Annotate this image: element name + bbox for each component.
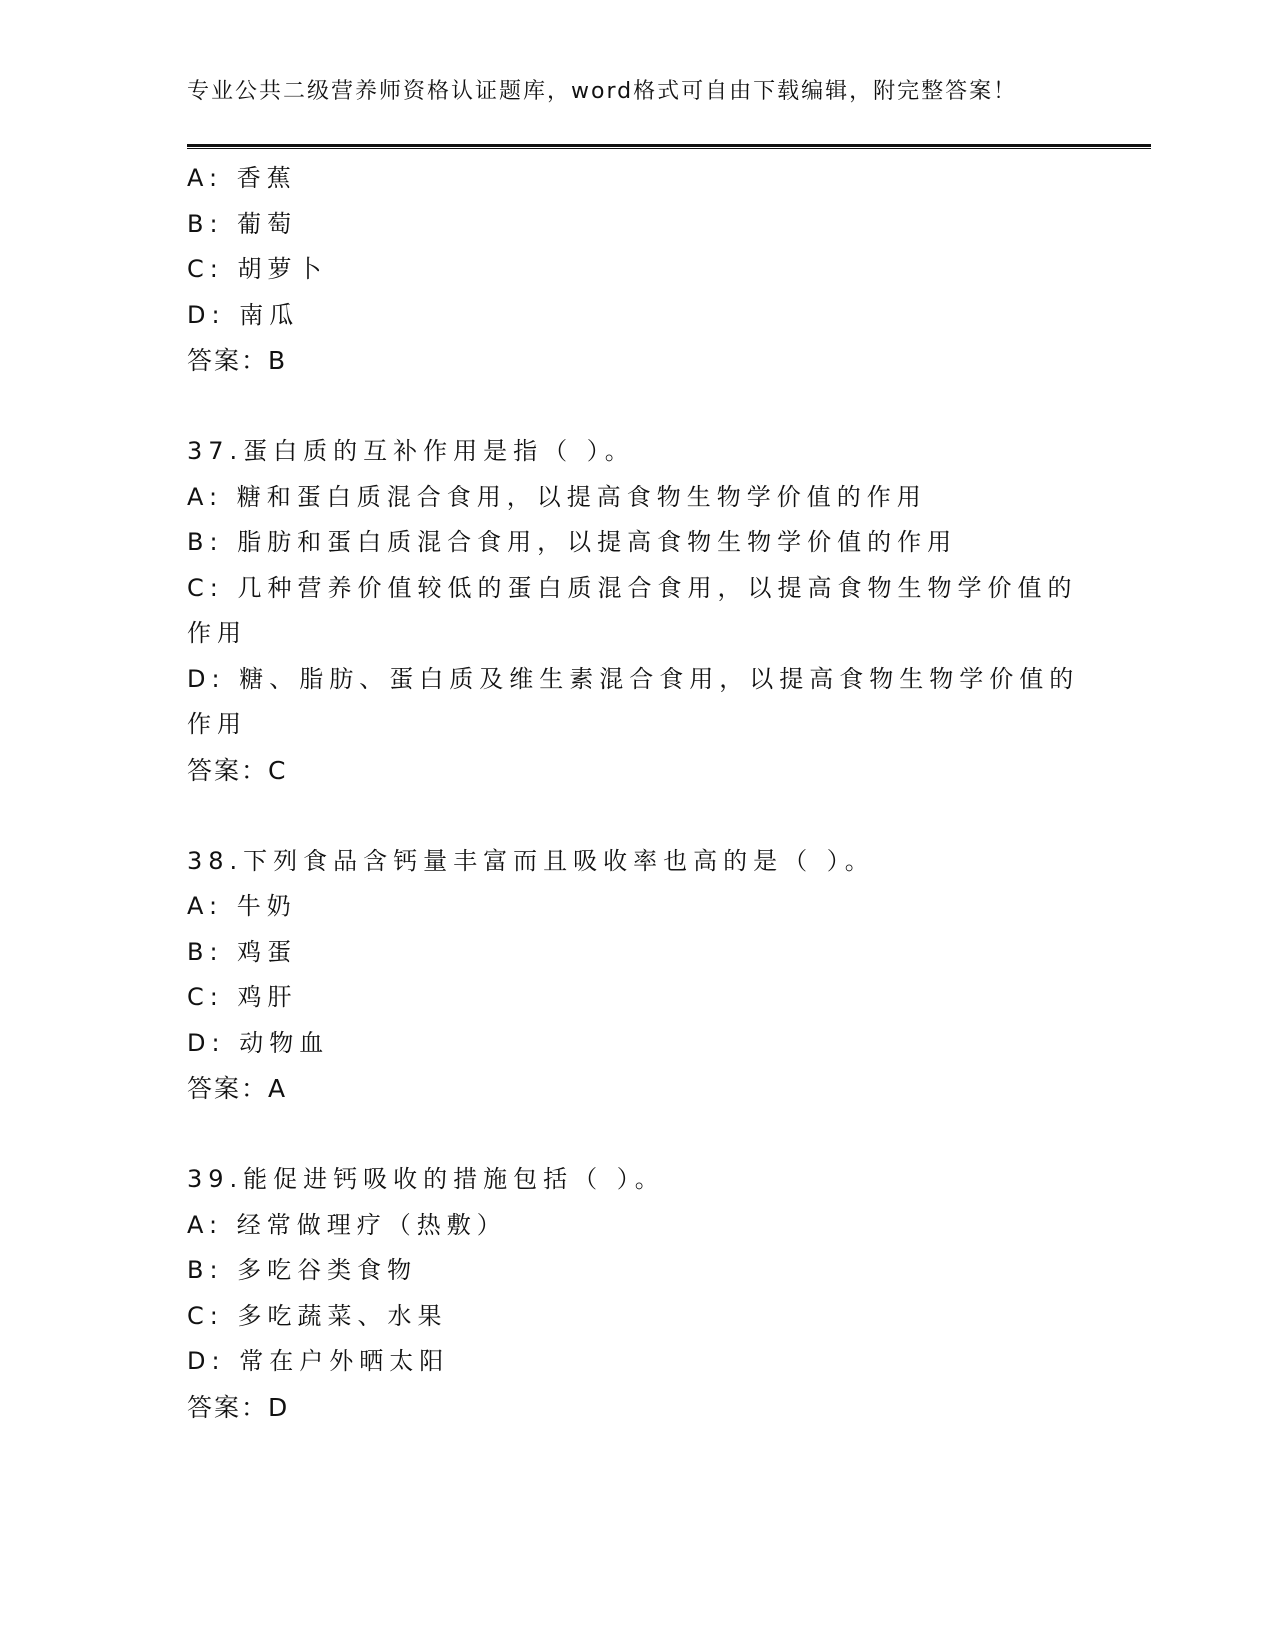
option-d: D: 糖、脂肪、蛋白质及维生素混合食用，以提高食物生物学价值的作用	[187, 664, 1080, 738]
answer-line: 答案：C	[187, 755, 288, 785]
header-divider	[187, 144, 1151, 149]
option-d: D: 常在户外晒太阳	[187, 1347, 450, 1375]
option-c: C: 多吃蔬菜、水果	[187, 1301, 448, 1330]
question-stem: 39.能促进钙吸收的措施包括（ ）。	[187, 1165, 665, 1193]
option-b: B: 脂肪和蛋白质混合食用，以提高食物生物学价值的作用	[187, 528, 958, 556]
answer-line: 答案：A	[187, 1074, 288, 1103]
question-39	[187, 1157, 1087, 1430]
option-a: A: 经常做理疗（热敷）	[187, 1210, 507, 1239]
answer-line: 答案：D	[187, 1392, 290, 1422]
question-stem: 37.蛋白质的互补作用是指（ ）。	[187, 437, 635, 465]
question-37	[187, 429, 1087, 793]
option-b: B: 多吃谷类食物	[187, 1256, 418, 1284]
answer-line: 答案：B	[187, 346, 288, 375]
question-36-continued	[187, 156, 1087, 384]
question-stem: 38.下列食品含钙量丰富而且吸收率也高的是（ ）。	[187, 846, 875, 875]
option-a: A: 糖和蛋白质混合食用，以提高食物生物学价值的作用	[187, 482, 927, 511]
option-a: A: 香蕉	[187, 164, 297, 192]
option-b: B: 鸡蛋	[187, 937, 298, 966]
option-a: A: 牛奶	[187, 892, 297, 920]
option-c: C: 鸡肝	[187, 983, 298, 1011]
option-d: D: 南瓜	[187, 300, 300, 329]
document-body	[187, 156, 1087, 1430]
option-c: C: 胡萝卜	[187, 255, 328, 283]
question-38	[187, 839, 1087, 1112]
option-b: B: 葡萄	[187, 209, 298, 238]
page-header: 专业公共二级营养师资格认证题库，word格式可自由下载编辑，附完整答案！	[187, 79, 1018, 104]
option-c: C: 几种营养价值较低的蛋白质混合食用，以提高食物生物学价值的作用	[187, 573, 1078, 647]
option-d: D: 动物血	[187, 1028, 330, 1057]
